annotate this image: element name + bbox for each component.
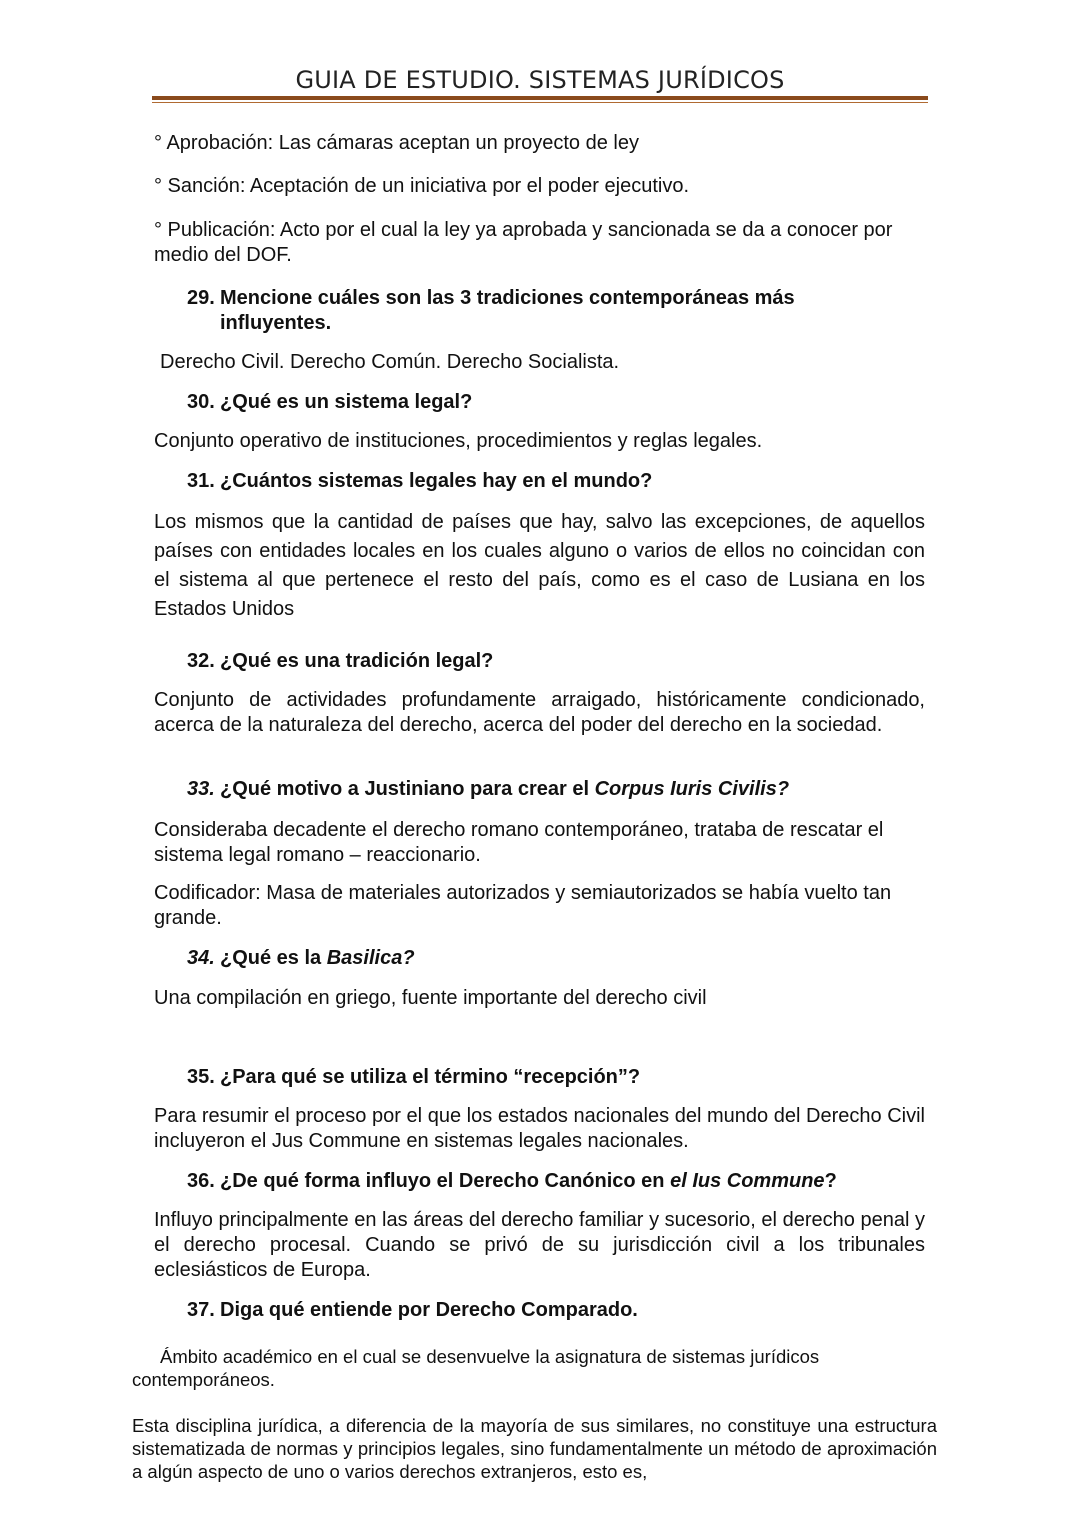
question-31 xyxy=(187,469,887,494)
question-text: ¿Para qué se utiliza el término “recepción”? xyxy=(220,1066,641,1088)
question-number: 36. xyxy=(187,1170,215,1192)
header-rule-thick xyxy=(152,96,928,100)
page-header-title: GUIA DE ESTUDIO. SISTEMAS JURÍDICOS xyxy=(295,66,785,94)
question-35 xyxy=(187,1065,887,1090)
question-text-part: ? xyxy=(824,1170,837,1192)
answer-34: Una compilación en griego, fuente importante del derecho civil xyxy=(154,987,707,1009)
question-text-part: ¿Qué es la xyxy=(220,947,327,969)
question-33 xyxy=(187,777,907,802)
question-30 xyxy=(187,390,887,415)
question-number: 34. xyxy=(187,947,215,969)
question-text: Diga qué entiende por Derecho Comparado. xyxy=(220,1299,638,1321)
question-text: ¿Cuántos sistemas legales hay en el mundo? xyxy=(220,470,653,492)
header-rule-thin xyxy=(152,102,928,103)
question-text: ¿Qué es un sistema legal? xyxy=(220,391,473,413)
question-number: 30. xyxy=(187,391,215,413)
question-text-italic: Corpus Iuris Civilis? xyxy=(594,778,790,800)
question-36 xyxy=(187,1169,907,1194)
bullet-sancion: ° Sanción: Aceptación de un iniciativa por el poder ejecutivo. xyxy=(154,175,689,197)
question-text: Mencione cuáles son las 3 tradiciones contemporáneas más influyentes. xyxy=(220,287,795,334)
question-text xyxy=(220,777,907,802)
answer-35: Para resumir el proceso por el que los estados nacionales del mundo del Derecho Civil incluyeron el Jus Commune en sistemas legales nacionales. xyxy=(154,1105,925,1152)
bullet-publicacion: ° Publicación: Acto por el cual la ley ya aprobada y sancionada se da a conocer por medio del DOF. xyxy=(154,219,893,266)
question-text: ¿Qué es una tradición legal? xyxy=(220,650,494,672)
question-34 xyxy=(187,946,887,971)
answer-32: Conjunto de actividades profundamente arraigado, históricamente condicionado, acerca de la naturaleza del derecho, acerca del poder del derecho en la sociedad. xyxy=(154,689,925,736)
question-number: 33. xyxy=(187,778,215,800)
question-number: 32. xyxy=(187,650,215,672)
question-text-italic: el Ius Commune xyxy=(670,1170,825,1192)
question-29 xyxy=(187,286,887,336)
answer-33-paragraph-2: Codificador: Masa de materiales autorizados y semiautorizados se había vuelto tan grande. xyxy=(154,882,892,929)
question-number: 35. xyxy=(187,1066,215,1088)
question-text-part: ¿Qué motivo a Justiniano para crear el xyxy=(220,778,595,800)
answer-33-paragraph-1: Consideraba decadente el derecho romano contemporáneo, trataba de rescatar el sistema legal romano – reaccionario. xyxy=(154,819,884,866)
answer-29: Derecho Civil. Derecho Común. Derecho Socialista. xyxy=(160,351,620,373)
question-number: 31. xyxy=(187,470,215,492)
answer-36: Influyo principalmente en las áreas del derecho familiar y sucesorio, el derecho penal y el derecho procesal. Cuando se privó de su jurisdicción civil a los tribunales eclesiásticos de Europa. xyxy=(154,1209,925,1281)
answer-37-paragraph-2: Esta disciplina jurídica, a diferencia de la mayoría de sus similares, no constituye una estructura sistematizada de normas y principios legales, sino fundamentalmente un método de aproximación a algún aspecto de uno o varios derechos extranjeros, esto es, xyxy=(132,1415,937,1482)
question-number: 29. xyxy=(187,287,215,309)
answer-30: Conjunto operativo de instituciones, procedimientos y reglas legales. xyxy=(154,430,763,452)
question-text xyxy=(220,1169,907,1194)
question-text xyxy=(220,946,887,971)
question-32 xyxy=(187,649,887,674)
question-text-italic: Basilica? xyxy=(326,947,415,969)
question-number: 37. xyxy=(187,1299,215,1321)
question-37 xyxy=(187,1298,887,1323)
answer-31: Los mismos que la cantidad de países que hay, salvo las excepciones, de aquellos países con entidades locales en los cuales alguno o varios de ellos no coincidan con el sistema al que pertenece el resto del país, como es el caso de Lusiana en los Estados Unidos xyxy=(154,511,925,620)
bullet-aprobacion: ° Aprobación: Las cámaras aceptan un proyecto de ley xyxy=(154,132,639,154)
question-text-part: ¿De qué forma influyo el Derecho Canónico en xyxy=(220,1170,671,1192)
answer-37-paragraph-1: Ámbito académico en el cual se desenvuelve la asignatura de sistemas jurídicos contemporáneos. xyxy=(132,1346,820,1390)
